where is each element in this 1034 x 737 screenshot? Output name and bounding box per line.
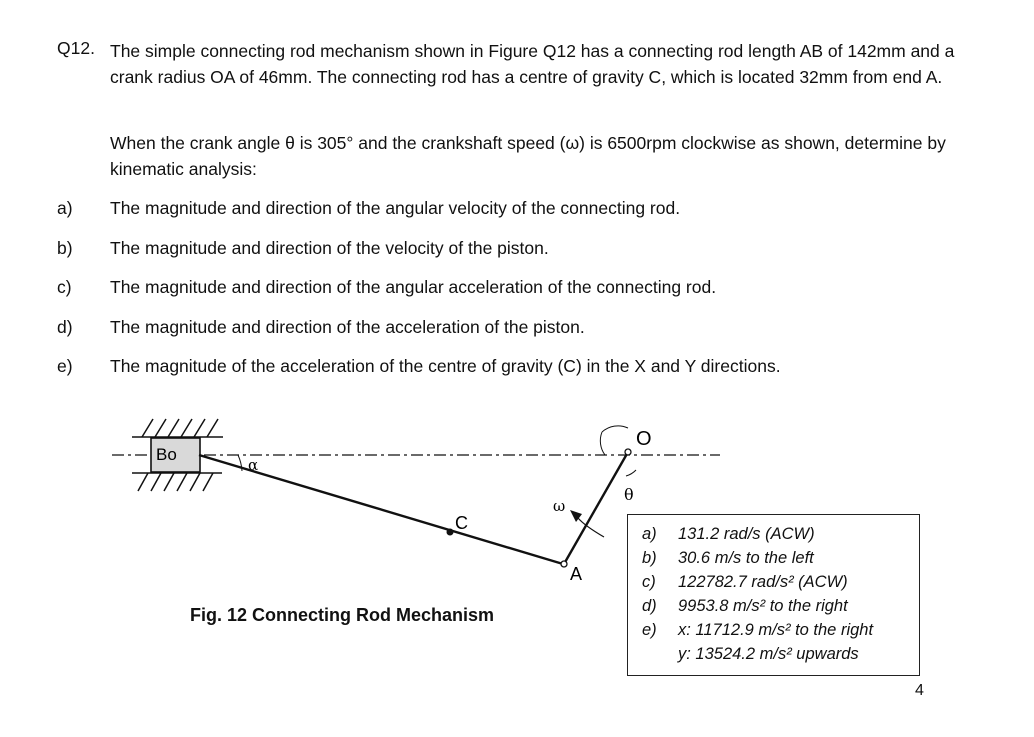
answer-label: d)	[642, 597, 657, 615]
question-intro: The simple connecting rod mechanism shown in Figure Q12 has a connecting rod length AB of 142mm and a crank radius OA of 46mm. The connecting rod has a centre of gravity C, which is located 32mm from end A.	[110, 41, 955, 87]
crank-OA	[564, 452, 628, 564]
part-text: The magnitude and direction of the angular velocity of the connecting rod.	[110, 198, 681, 218]
answer-label: a)	[642, 525, 657, 543]
part-text: The magnitude and direction of the angular acceleration of the connecting rod.	[110, 277, 717, 297]
answer-e	[642, 621, 873, 640]
answers-box	[627, 514, 920, 676]
label-theta: θ	[624, 485, 634, 504]
answer-text: 122782.7 rad/s² (ACW)	[678, 573, 848, 591]
part-label: a)	[57, 198, 73, 218]
part-label: e)	[57, 356, 73, 376]
figure-caption: Fig. 12 Connecting Rod Mechanism	[190, 605, 495, 625]
answer-text: 30.6 m/s to the left	[678, 549, 814, 567]
answer-text: 131.2 rad/s (ACW)	[678, 525, 815, 543]
theta-arc-lower	[600, 432, 605, 455]
upper-hatching	[132, 419, 223, 437]
label-A: A	[570, 564, 583, 584]
label-B: Bo	[156, 445, 177, 464]
label-omega: ω	[553, 497, 566, 515]
answer-text: y: 13524.2 m/s² upwards	[678, 645, 859, 663]
part-label: d)	[57, 317, 73, 337]
label-O: O	[636, 428, 652, 450]
label-C: C	[455, 513, 468, 533]
pin-A	[561, 561, 567, 567]
theta-arrow-arc	[626, 470, 636, 476]
lower-hatching	[132, 473, 222, 491]
centre-of-gravity-C	[447, 529, 454, 536]
crank-centre-O	[625, 449, 631, 455]
question-conditions: When the crank angle θ is 305° and the crankshaft speed (ω) is 6500rpm clockwise as shown, determine by kinematic analysis:	[110, 133, 946, 179]
answer-label: c)	[642, 573, 656, 591]
label-alpha: α	[248, 456, 259, 474]
answer-text: x: 11712.9 m/s² to the right	[678, 621, 874, 639]
question-number: Q12.	[57, 38, 95, 58]
answer-a	[642, 525, 815, 544]
part-label: b)	[57, 238, 73, 258]
answer-label: e)	[642, 621, 657, 639]
answer-text: 9953.8 m/s² to the right	[678, 597, 848, 615]
theta-arc	[602, 426, 628, 432]
answer-e-y	[642, 645, 859, 664]
part-label: c)	[57, 277, 72, 297]
connecting-rod	[199, 455, 566, 564]
answer-d	[642, 597, 848, 616]
page-number: 4	[915, 682, 924, 699]
answer-b	[642, 549, 814, 568]
part-text: The magnitude and direction of the velocity of the piston.	[110, 238, 549, 258]
answer-c	[642, 573, 848, 592]
answer-label: b)	[642, 549, 657, 567]
part-text: The magnitude and direction of the acceleration of the piston.	[110, 317, 585, 337]
part-text: The magnitude of the acceleration of the centre of gravity (C) in the X and Y directions.	[110, 356, 781, 376]
